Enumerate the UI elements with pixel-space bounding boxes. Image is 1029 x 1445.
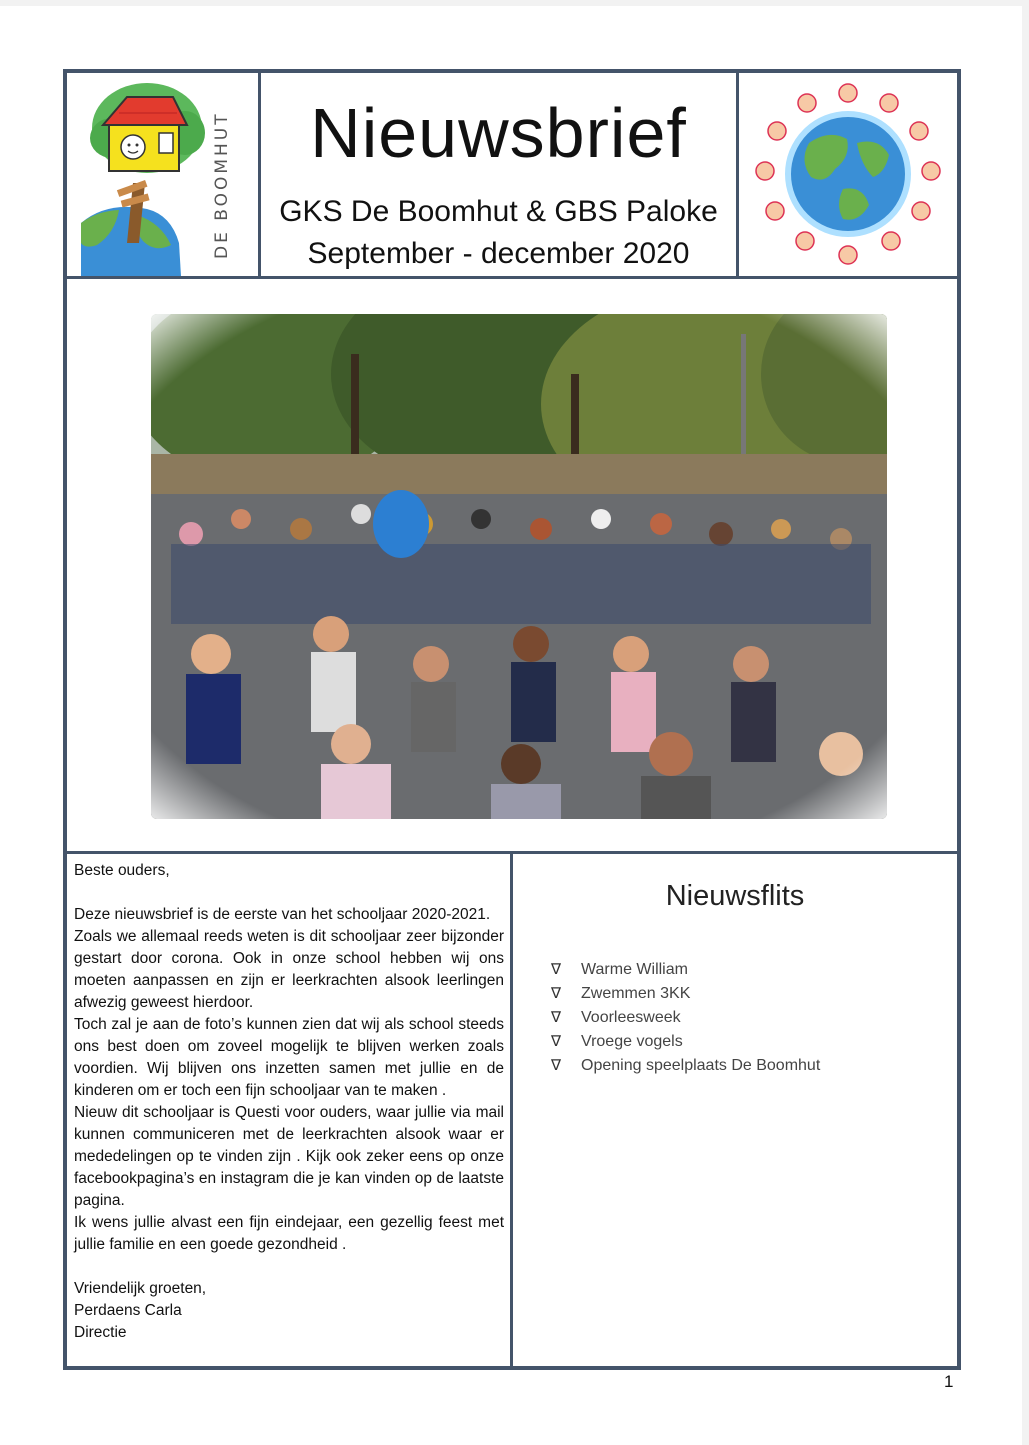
news-flash-list (551, 958, 820, 1078)
logo-wordmark: DE BOOMHUT (212, 111, 232, 259)
triangle-bullet-icon: ∇ (551, 961, 562, 978)
letter-paragraph: Nieuw dit schooljaar is Questi voor ouders, waar jullie via mail kunnen communiceren met de leerkrachten alsook waar er mededelingen op te vinden zijn . Kijk ook zeker eens op onze facebookpagina’s en instagram die je kan vinden op de laatste pagina. (74, 1104, 504, 1209)
school-names: GKS De Boomhut & GBS Paloke (279, 195, 718, 228)
boomhut-logo (67, 73, 257, 276)
newsletter-period: September - december 2020 (307, 237, 690, 270)
news-item: ∇ Warme William (551, 958, 820, 982)
newsletter-page (0, 6, 1022, 1445)
parent-letter (67, 854, 513, 1366)
news-item: ∇ Zwemmen 3KK (551, 982, 820, 1006)
school-logo-cell (67, 73, 261, 279)
news-item: ∇ Voorleesweek (551, 1006, 820, 1030)
triangle-bullet-icon: ∇ (551, 985, 562, 1002)
news-item: ∇ Opening speelplaats De Boomhut (551, 1054, 820, 1078)
title-cell (261, 73, 739, 279)
world-children-illustration (739, 73, 957, 276)
letter-signature-name: Perdaens Carla (74, 1302, 182, 1319)
triangle-bullet-icon: ∇ (551, 1033, 562, 1050)
letter-paragraph: Ik wens jullie alvast een fijn eindejaar, een gezellig feest met jullie familie en een goede gezondheid . (74, 1214, 504, 1253)
letter-paragraph: Toch zal je aan de foto’s kunnen zien dat wij als school steeds ons best doen om zoveel mogelijk te blijven werken zoals voordien. Wij blijven ons inzetten samen met jullie en de kinderen om er toch een fijn schooljaar van te maken . (74, 1016, 504, 1099)
letter-signature-role: Directie (74, 1324, 127, 1341)
news-flash-section (513, 854, 957, 1366)
letter-paragraph: Zoals we allemaal reeds weten is dit schooljaar zeer bijzonder gestart door corona. Ook in onze school hebben wij ons moeten aanpassen en zijn er leerkrachten alsook leerlingen afwezig geweest hierdoor. (74, 928, 504, 1011)
world-illustration-cell (739, 73, 957, 279)
news-flash-title: Nieuwsflits (665, 880, 805, 912)
news-item: ∇ Vroege vogels (551, 1030, 820, 1054)
triangle-bullet-icon: ∇ (551, 1009, 562, 1026)
page-number: 1 (944, 1372, 954, 1391)
school-group-photo (151, 314, 887, 819)
triangle-bullet-icon: ∇ (551, 1057, 562, 1074)
letter-closing: Vriendelijk groeten, (74, 1280, 207, 1297)
letter-paragraph: Deze nieuwsbrief is de eerste van het schooljaar 2020-2021. (74, 906, 491, 923)
letter-greeting: Beste ouders, (74, 862, 170, 879)
newsletter-frame (63, 69, 961, 1370)
newsletter-title: Nieuwsbrief (310, 94, 687, 172)
photo-cell (67, 279, 957, 854)
